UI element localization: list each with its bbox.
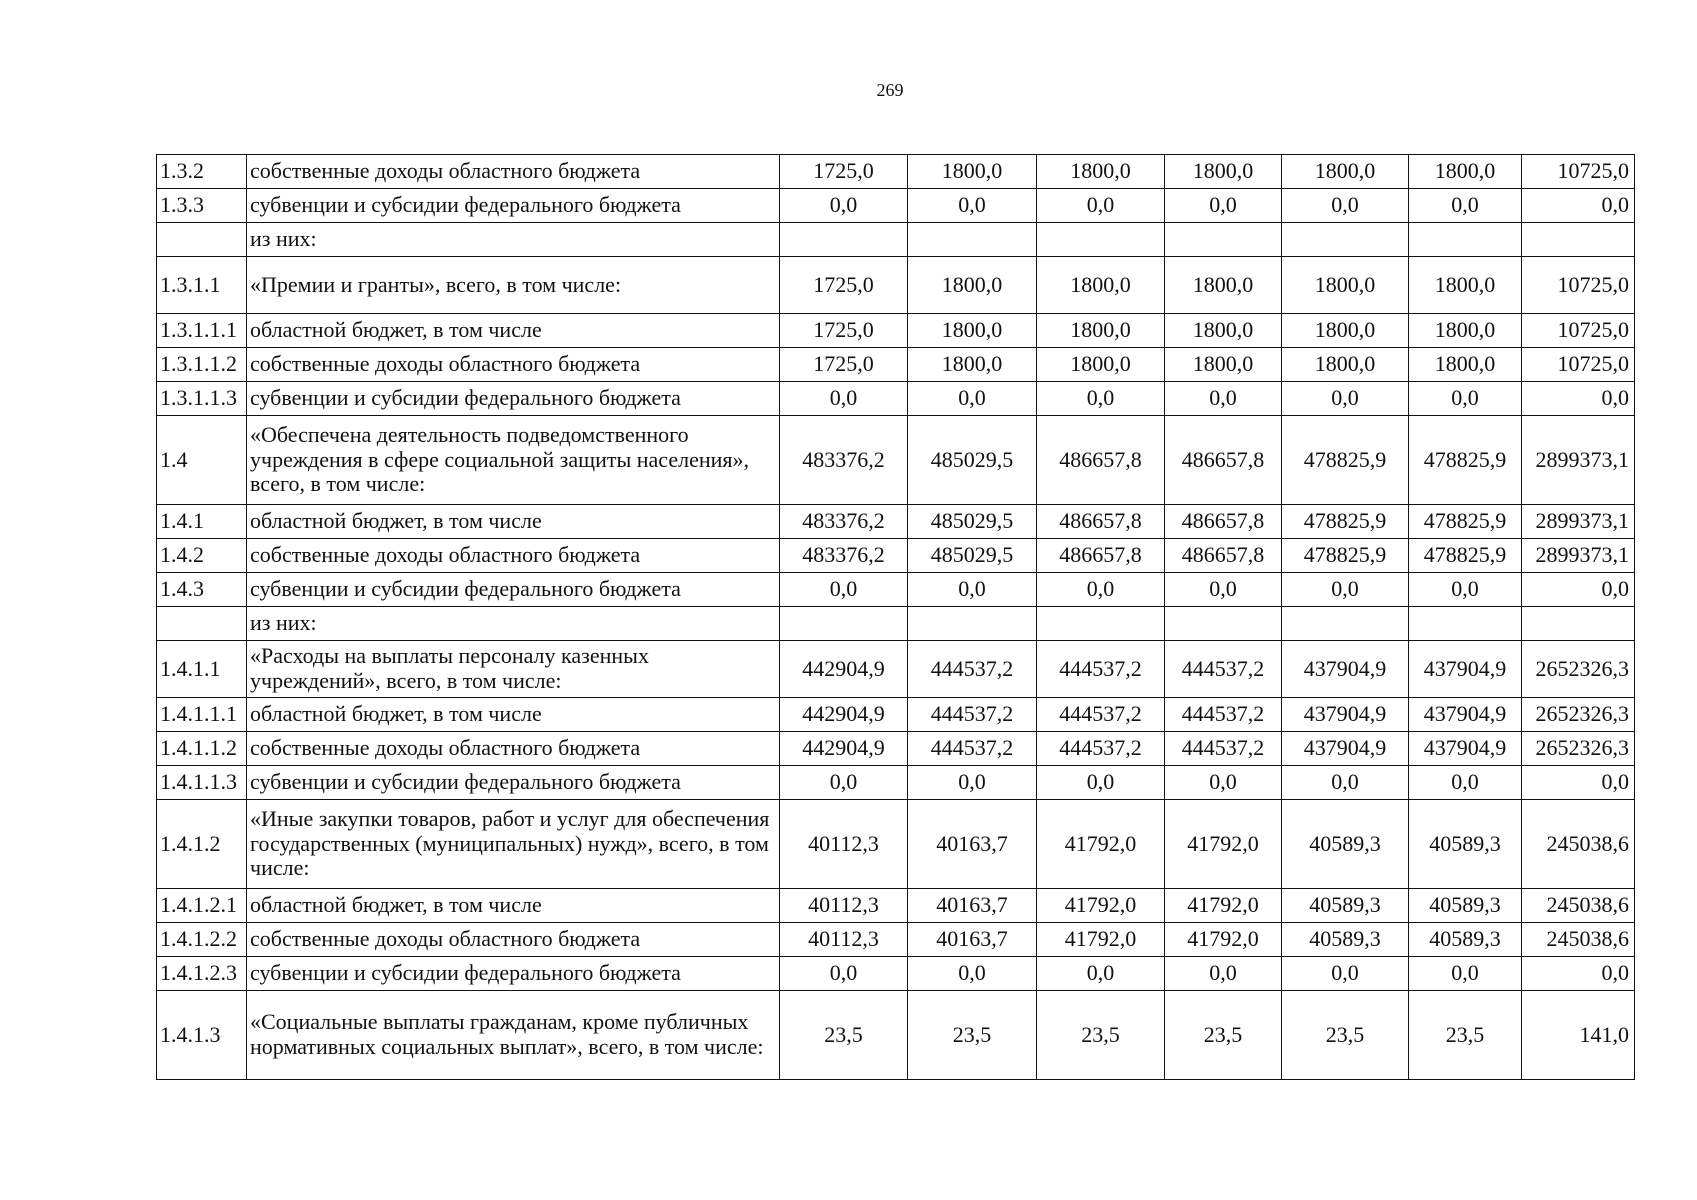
row-label: собственные доходы областного бюджета [247,539,780,573]
table-row [157,889,1635,923]
row-year-value: 478825,9 [1282,416,1409,505]
table-row [157,314,1635,348]
row-label: «Премии и гранты», всего, в том числе: [247,257,780,314]
row-year-value: 486657,8 [1037,539,1165,573]
row-year-value: 437904,9 [1282,641,1409,698]
row-year-value: 1800,0 [1409,155,1522,189]
row-label: областной бюджет, в том числе [247,314,780,348]
row-year-value: 23,5 [780,991,908,1080]
row-year-value: 1800,0 [1409,348,1522,382]
row-year-value: 478825,9 [1409,539,1522,573]
row-year-value: 1800,0 [1282,348,1409,382]
row-year-value: 0,0 [780,573,908,607]
table-row [157,189,1635,223]
row-total-value: 2652326,3 [1522,641,1635,698]
row-label: субвенции и субсидии федерального бюджета [247,189,780,223]
row-year-value: 1800,0 [1165,314,1282,348]
row-year-value: 0,0 [1165,573,1282,607]
row-year-value: 486657,8 [1165,416,1282,505]
row-year-value [1037,607,1165,641]
row-year-value: 0,0 [780,382,908,416]
row-year-value [1165,607,1282,641]
row-year-value: 485029,5 [908,539,1037,573]
table-row [157,382,1635,416]
row-total-value: 0,0 [1522,766,1635,800]
row-label: собственные доходы областного бюджета [247,155,780,189]
row-label: собственные доходы областного бюджета [247,348,780,382]
row-year-value: 0,0 [908,189,1037,223]
row-year-value [1409,607,1522,641]
row-year-value: 40589,3 [1282,889,1409,923]
row-total-value: 2899373,1 [1522,539,1635,573]
row-year-value: 0,0 [1165,382,1282,416]
row-year-value: 0,0 [1165,957,1282,991]
row-year-value [780,223,908,257]
row-year-value: 0,0 [1282,382,1409,416]
row-code: 1.4.2 [157,539,247,573]
row-year-value: 0,0 [1409,382,1522,416]
row-year-value: 486657,8 [1165,539,1282,573]
table-row [157,416,1635,505]
row-year-value: 23,5 [1037,991,1165,1080]
row-year-value: 442904,9 [780,698,908,732]
table-row [157,641,1635,698]
row-year-value: 0,0 [1409,189,1522,223]
row-code: 1.3.1.1.3 [157,382,247,416]
table-row [157,957,1635,991]
table-row [157,505,1635,539]
row-year-value: 1800,0 [1037,314,1165,348]
row-code: 1.4.3 [157,573,247,607]
row-year-value: 478825,9 [1409,505,1522,539]
row-total-value: 2652326,3 [1522,698,1635,732]
row-year-value: 483376,2 [780,505,908,539]
row-total-value: 0,0 [1522,189,1635,223]
row-label: субвенции и субсидии федерального бюджета [247,766,780,800]
row-year-value: 1800,0 [1282,257,1409,314]
row-year-value: 40112,3 [780,889,908,923]
row-year-value: 40589,3 [1409,923,1522,957]
row-year-value: 0,0 [908,957,1037,991]
row-total-value: 0,0 [1522,382,1635,416]
row-label: областной бюджет, в том числе [247,505,780,539]
row-label: «Обеспечена деятельность подведомственного учреждения в сфере социальной защиты населения», всего, в том числе: [247,416,780,505]
row-year-value: 444537,2 [908,641,1037,698]
row-year-value: 444537,2 [1165,732,1282,766]
row-year-value: 40589,3 [1409,800,1522,889]
table-body [157,155,1635,1080]
row-year-value: 483376,2 [780,416,908,505]
row-code: 1.4.1.1.2 [157,732,247,766]
row-year-value [908,607,1037,641]
row-total-value: 2899373,1 [1522,416,1635,505]
row-year-value: 40163,7 [908,889,1037,923]
row-label: «Расходы на выплаты персоналу казенных учреждений», всего, в том числе: [247,641,780,698]
row-year-value: 444537,2 [1165,641,1282,698]
row-year-value: 0,0 [1282,189,1409,223]
row-year-value: 0,0 [1037,573,1165,607]
row-code: 1.4.1.1 [157,641,247,698]
row-year-value: 1800,0 [908,257,1037,314]
row-label: областной бюджет, в том числе [247,889,780,923]
row-year-value [1282,607,1409,641]
row-year-value: 0,0 [1037,957,1165,991]
row-code: 1.4.1.1.1 [157,698,247,732]
table-row [157,732,1635,766]
row-year-value: 0,0 [780,957,908,991]
row-year-value: 0,0 [1037,766,1165,800]
row-label: областной бюджет, в том числе [247,698,780,732]
row-year-value: 23,5 [1165,991,1282,1080]
row-label: «Иные закупки товаров, работ и услуг для обеспечения государственных (муниципальных) нужд», всего, в том числе: [247,800,780,889]
row-year-value: 478825,9 [1282,539,1409,573]
row-year-value: 40163,7 [908,800,1037,889]
row-year-value: 0,0 [1282,957,1409,991]
row-year-value: 0,0 [1409,957,1522,991]
table-row [157,607,1635,641]
row-year-value: 23,5 [908,991,1037,1080]
row-year-value: 0,0 [1282,573,1409,607]
row-year-value: 0,0 [908,573,1037,607]
budget-table [156,154,1635,1080]
row-total-value: 245038,6 [1522,923,1635,957]
row-year-value: 1725,0 [780,155,908,189]
row-year-value [1037,223,1165,257]
row-year-value: 444537,2 [908,732,1037,766]
row-code: 1.3.1.1 [157,257,247,314]
row-year-value: 41792,0 [1165,889,1282,923]
row-code: 1.3.1.1.2 [157,348,247,382]
row-year-value: 41792,0 [1165,923,1282,957]
row-total-value: 10725,0 [1522,257,1635,314]
row-year-value: 41792,0 [1037,800,1165,889]
row-code: 1.3.3 [157,189,247,223]
row-total-value: 10725,0 [1522,348,1635,382]
row-total-value: 141,0 [1522,991,1635,1080]
table-row [157,991,1635,1080]
row-year-value: 1800,0 [1165,348,1282,382]
table-row [157,698,1635,732]
row-year-value: 437904,9 [1409,698,1522,732]
row-year-value: 442904,9 [780,641,908,698]
row-year-value [1165,223,1282,257]
row-label: субвенции и субсидии федерального бюджета [247,573,780,607]
row-year-value: 40589,3 [1282,800,1409,889]
row-year-value: 1725,0 [780,348,908,382]
row-year-value: 41792,0 [1037,923,1165,957]
row-year-value: 0,0 [780,189,908,223]
table-row [157,223,1635,257]
row-label: из них: [247,223,780,257]
row-total-value: 245038,6 [1522,889,1635,923]
row-year-value: 0,0 [1037,382,1165,416]
table-row [157,573,1635,607]
row-year-value: 0,0 [1409,573,1522,607]
row-year-value: 40589,3 [1282,923,1409,957]
row-year-value: 1800,0 [908,348,1037,382]
row-year-value: 40589,3 [1409,889,1522,923]
row-year-value: 485029,5 [908,416,1037,505]
row-code: 1.4.1 [157,505,247,539]
row-year-value: 444537,2 [1037,698,1165,732]
row-year-value: 40112,3 [780,800,908,889]
row-year-value: 478825,9 [1409,416,1522,505]
row-year-value: 437904,9 [1409,732,1522,766]
row-total-value: 10725,0 [1522,155,1635,189]
row-year-value: 0,0 [1165,189,1282,223]
row-total-value: 2899373,1 [1522,505,1635,539]
row-total-value: 10725,0 [1522,314,1635,348]
row-year-value: 41792,0 [1165,800,1282,889]
row-code: 1.4.1.2.1 [157,889,247,923]
row-year-value: 485029,5 [908,505,1037,539]
row-year-value: 1800,0 [1409,314,1522,348]
page-number: 269 [876,80,904,100]
row-total-value [1522,607,1635,641]
row-label: собственные доходы областного бюджета [247,732,780,766]
row-year-value: 0,0 [1282,766,1409,800]
row-code: 1.3.2 [157,155,247,189]
row-year-value: 444537,2 [1165,698,1282,732]
row-code: 1.4.1.3 [157,991,247,1080]
row-year-value: 1800,0 [908,314,1037,348]
row-year-value: 437904,9 [1409,641,1522,698]
row-year-value: 444537,2 [908,698,1037,732]
row-year-value: 437904,9 [1282,698,1409,732]
row-label: «Социальные выплаты гражданам, кроме публичных нормативных социальных выплат», всего, в том числе: [247,991,780,1080]
table-row [157,348,1635,382]
row-year-value: 486657,8 [1165,505,1282,539]
row-year-value: 1800,0 [1165,257,1282,314]
row-year-value: 1725,0 [780,314,908,348]
row-year-value [908,223,1037,257]
row-total-value: 2652326,3 [1522,732,1635,766]
row-year-value: 0,0 [1037,189,1165,223]
table-row [157,155,1635,189]
table-row [157,257,1635,314]
row-total-value: 0,0 [1522,957,1635,991]
row-total-value: 0,0 [1522,573,1635,607]
row-year-value: 23,5 [1282,991,1409,1080]
row-year-value: 442904,9 [780,732,908,766]
row-year-value [1282,223,1409,257]
row-year-value: 1800,0 [1165,155,1282,189]
row-year-value: 1800,0 [908,155,1037,189]
row-year-value: 437904,9 [1282,732,1409,766]
row-year-value: 1725,0 [780,257,908,314]
row-year-value: 0,0 [908,382,1037,416]
row-year-value: 1800,0 [1037,155,1165,189]
row-year-value: 478825,9 [1282,505,1409,539]
row-year-value: 483376,2 [780,539,908,573]
table-row [157,766,1635,800]
row-year-value: 444537,2 [1037,641,1165,698]
row-code: 1.4.1.1.3 [157,766,247,800]
row-code [157,223,247,257]
row-code: 1.4 [157,416,247,505]
row-label: субвенции и субсидии федерального бюджета [247,382,780,416]
row-code: 1.4.1.2.2 [157,923,247,957]
row-code [157,607,247,641]
row-year-value: 1800,0 [1037,348,1165,382]
row-year-value: 0,0 [1165,766,1282,800]
row-year-value: 40112,3 [780,923,908,957]
budget-table-container [156,154,1635,1080]
row-year-value: 0,0 [1409,766,1522,800]
row-label: из них: [247,607,780,641]
row-year-value [1409,223,1522,257]
row-label: собственные доходы областного бюджета [247,923,780,957]
row-year-value: 444537,2 [1037,732,1165,766]
row-year-value: 486657,8 [1037,416,1165,505]
row-year-value: 486657,8 [1037,505,1165,539]
row-year-value: 1800,0 [1282,314,1409,348]
row-code: 1.4.1.2 [157,800,247,889]
row-label: субвенции и субсидии федерального бюджета [247,957,780,991]
row-total-value: 245038,6 [1522,800,1635,889]
row-code: 1.4.1.2.3 [157,957,247,991]
table-row [157,800,1635,889]
row-year-value: 0,0 [908,766,1037,800]
row-year-value: 1800,0 [1409,257,1522,314]
row-year-value [780,607,908,641]
row-year-value: 1800,0 [1282,155,1409,189]
row-code: 1.3.1.1.1 [157,314,247,348]
row-year-value: 0,0 [780,766,908,800]
row-year-value: 23,5 [1409,991,1522,1080]
row-year-value: 41792,0 [1037,889,1165,923]
row-year-value: 40163,7 [908,923,1037,957]
table-row [157,539,1635,573]
row-year-value: 1800,0 [1037,257,1165,314]
table-row [157,923,1635,957]
row-total-value [1522,223,1635,257]
